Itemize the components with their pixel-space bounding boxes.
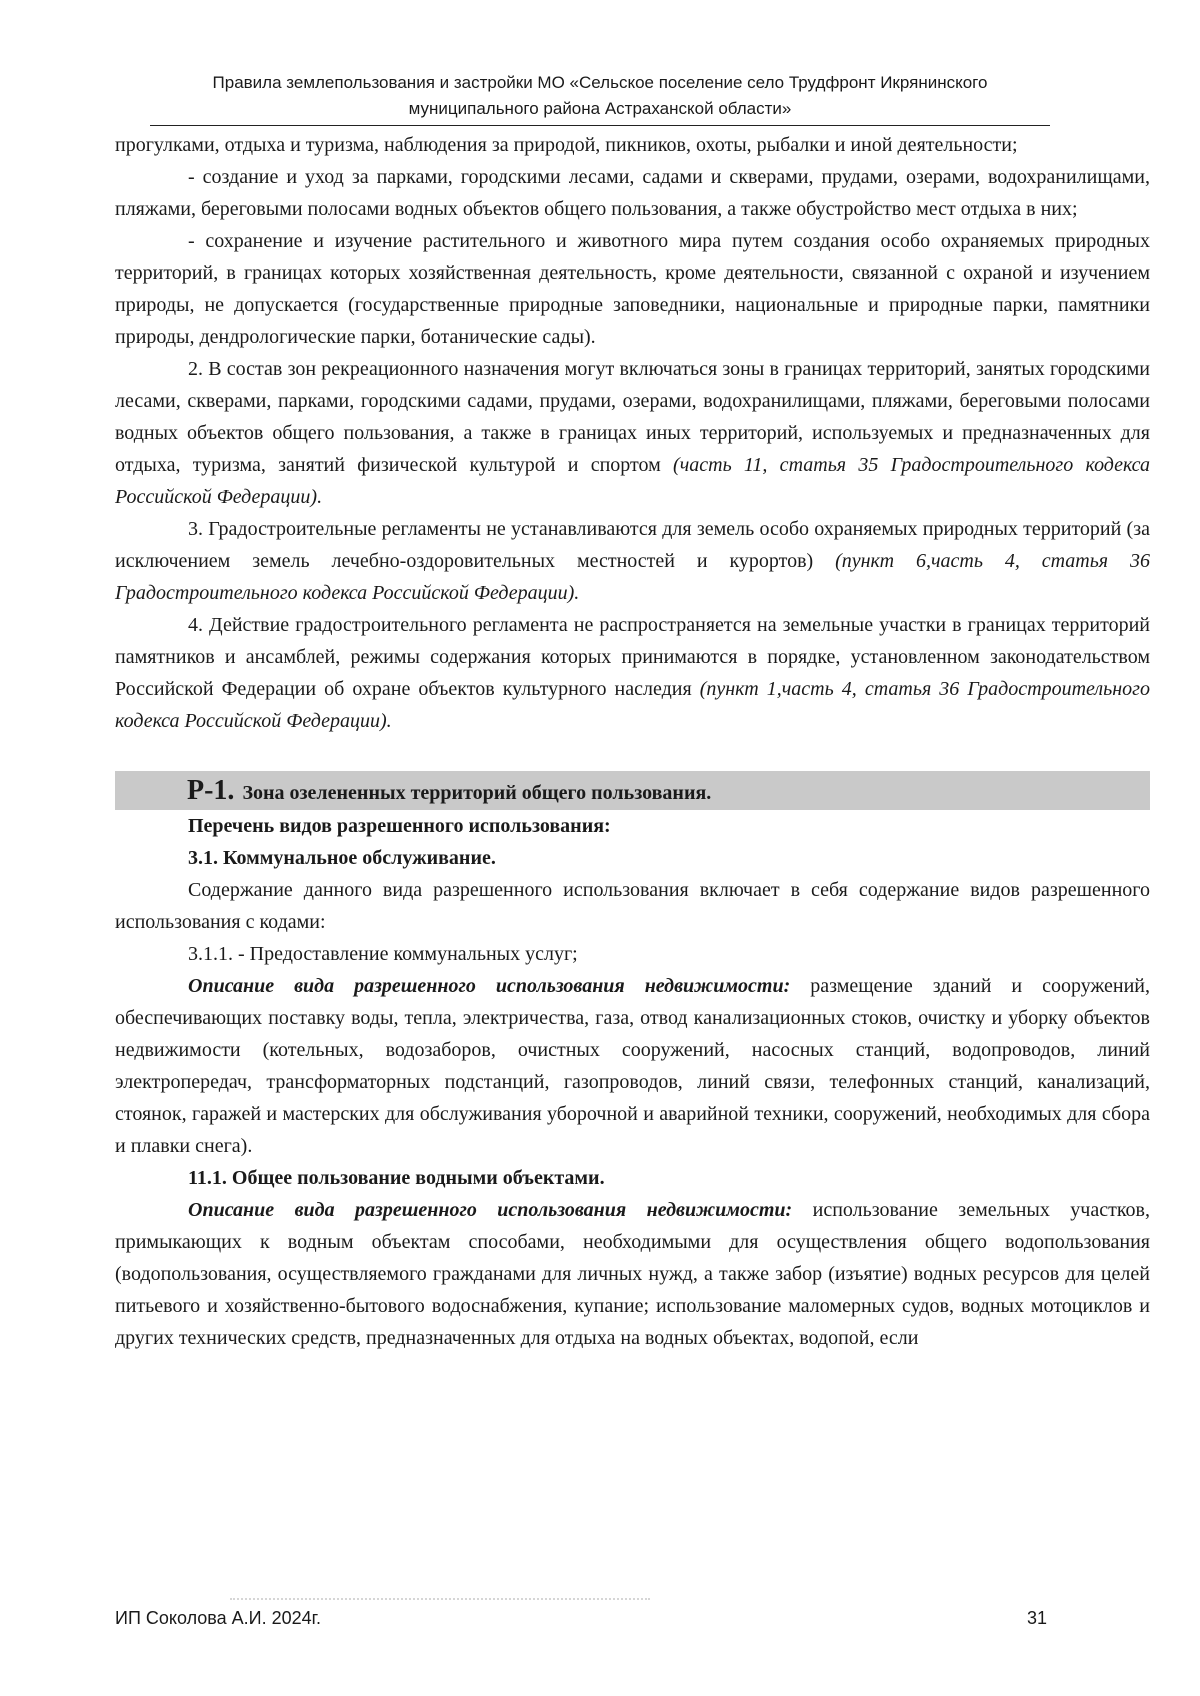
legal-reference: (пункт 1,часть 4, статья 36 Градостроительного кодекса Российской Федерации). <box>115 678 1150 732</box>
legal-reference: (часть 11, статья 35 Градостроительного кодекса Российской Федерации). <box>115 454 1150 508</box>
header-line-1: Правила землепользования и застройки МО «Сельское поселение село Трудфронт Икрянинского <box>212 73 988 92</box>
footer-divider <box>230 1598 650 1600</box>
paragraph: Содержание данного вида разрешенного использования включает в себя содержание видов разрешенного использования с кодами: <box>115 879 1150 933</box>
paragraph <box>115 609 1150 737</box>
use-type-heading: 3.1. Коммунальное обслуживание. <box>188 847 496 869</box>
page-header <box>150 70 1050 126</box>
paragraph: - создание и уход за парками, городскими лесами, садами и скверами, прудами, озерами, водохранилищами, пляжами, береговыми полосами водных объектов общего пользования, а также обустройство мест отдыха в них; <box>115 166 1150 220</box>
footer-author: ИП Соколова А.И. 2024г. <box>115 1608 322 1628</box>
paragraph: прогулками, отдыха и туризма, наблюдения за природой, пикников, охоты, рыбалки и иной деятельности; <box>115 134 1018 156</box>
description-label: Описание вида разрешенного использования недвижимости: <box>188 1199 793 1221</box>
description-label: Описание вида разрешенного использования недвижимости: <box>188 975 791 997</box>
paragraph <box>115 1194 1150 1354</box>
header-line-2: муниципального района Астраханской области» <box>408 99 792 118</box>
description-text: размещение зданий и сооружений, обеспечивающих поставку воды, тепла, электричества, газа, отвод канализационных стоков, очистку и уборку объектов недвижимости (котельных, водозаборов, очистных сооружений, насосных станций, водопроводов, линий электропередач, трансформаторных подстанций, газопроводов, линий связи, телефонных станций, канализаций, стоянок, гаражей и мастерских для обслуживания уборочной и аварийной техники, сооружений, необходимых для сбора и плавки снега). <box>115 975 1150 1157</box>
zone-heading <box>115 771 1150 810</box>
paragraph <box>115 513 1150 609</box>
paragraph-text: 3. Градостроительные регламенты не устанавливаются для земель особо охраняемых природных территорий (за исключением земель лечебно-оздоровительных местностей и курортов) <box>115 518 1150 572</box>
description-text: использование земельных участков, примыкающих к водным объектам способами, необходимыми для осуществления общего водопользования (водопользования, осуществляемого гражданами для личных нужд, а также забор (изъятие) водных ресурсов для целей питьевого и хозяйственно-бытового водоснабжения, купание; использование маломерных судов, водных мотоциклов и других технических средств, предназначенных для отдыха на водных объектах, водопой, если <box>115 1199 1150 1349</box>
use-type-heading: 11.1. Общее пользование водными объектами. <box>188 1167 605 1189</box>
paragraph: - сохранение и изучение растительного и животного мира путем создания особо охраняемых природных территорий, в границах которых хозяйственная деятельность, кроме деятельности, связанной с охраной и изучением природы, не допускается (государственные природные заповедники, национальные и природные парки, памятники природы, дендрологические парки, ботанические сады). <box>115 230 1150 348</box>
legal-reference: (пункт 6,часть 4, статья 36 Градостроительного кодекса Российской Федерации). <box>115 550 1150 604</box>
zone-code: Р-1. <box>187 775 235 806</box>
paragraph <box>115 353 1150 513</box>
zone-title: Зона озелененных территорий общего пользования. <box>242 782 712 804</box>
paragraph-text: 4. Действие градостроительного регламента не распространяется на земельные участки в границах территорий памятников и ансамблей, режимы содержания которых принимаются в порядке, установленном законодательством Российской Федерации об охране объектов культурного наследия <box>115 614 1150 700</box>
document-body <box>115 129 1150 1354</box>
list-heading: Перечень видов разрешенного использования: <box>188 815 611 837</box>
use-type-code: 3.1.1. - Предоставление коммунальных услуг; <box>188 943 578 965</box>
paragraph-text: 2. В состав зон рекреационного назначения могут включаться зоны в границах территорий, занятых городскими лесами, скверами, парками, городскими садами, прудами, озерами, водохранилищами, пляжами, береговыми полосами водных объектов общего пользования, а также в границах иных территорий, используемых и предназначенных для отдыха, туризма, занятий физической культурой и спортом <box>115 358 1150 476</box>
page-number: 31 <box>1027 1608 1048 1628</box>
paragraph <box>115 970 1150 1162</box>
